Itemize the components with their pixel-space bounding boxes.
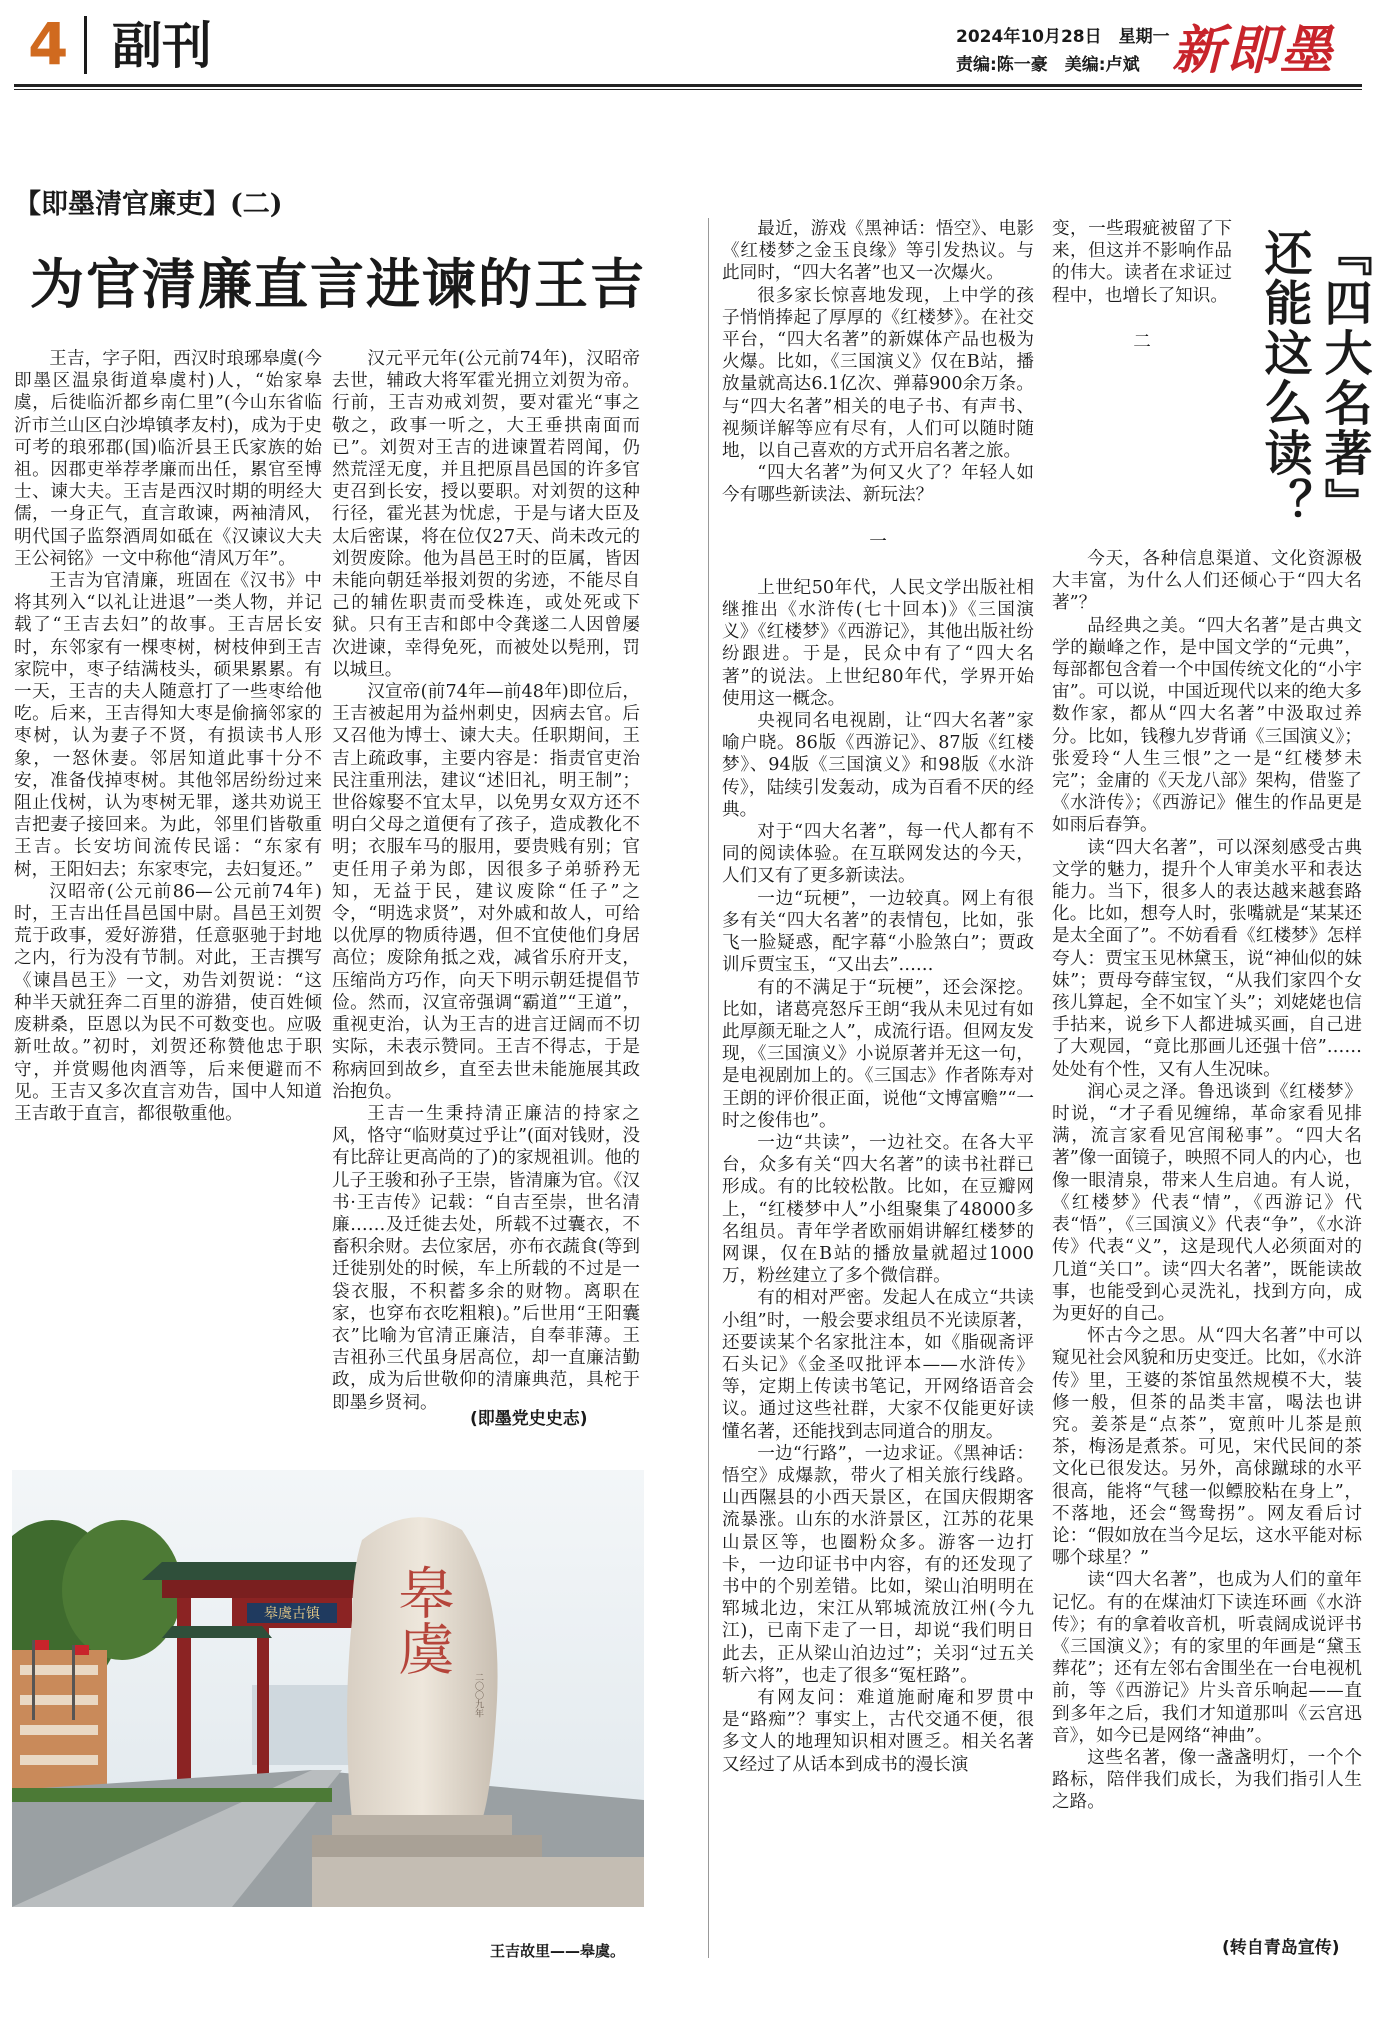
article2-paragraph: 今天，各种信息渠道、文化资源极大丰富，为什么人们还倾心于“四大名著”？ bbox=[1052, 549, 1362, 614]
article2-column-2 bbox=[1052, 548, 1362, 1963]
page-number: 4 bbox=[28, 10, 69, 78]
article2-source: (转自青岛宣传) bbox=[1222, 1938, 1340, 1958]
article2-paragraph: 有网友问：难道施耐庵和罗贯中是“路痴”？事实上，古代交通不便，很多文人的地理知识相对匮乏。相关名著又经过了从话本到成书的漫长演 bbox=[722, 1688, 1034, 1775]
stone-inscription: 皋虞 bbox=[389, 1564, 455, 1676]
article2-paragraph: 一边“行路”，一边求证。《黑神话：悟空》成爆款，带火了相关旅行线路。山西隰县的小西天景区，在国庆假期客流暴涨。山东的水浒景区，江苏的花果山景区等，也圈粉众多。游客一边打卡，一边印证书中内容，有的还发现了书中的个别差错。比如，梁山泊明明在郓城北边，宋江从郓城流放江州(今九江)，已南下走了一日，却说“我们明日此去，正从梁山泊边过”；关羽“过五关斩六将”，也走了很多“冤枉路”。 bbox=[722, 1443, 1034, 1686]
article2-column-1 bbox=[722, 218, 1034, 1963]
article2-paragraph: 有的相对严密。发起人在成立“共读小组”时，一般会要求组员不光读原著，还要读某个名家批注本，如《脂砚斋评石头记》《金圣叹批评本——水浒传》等，定期上传读书笔记，开网络语音会议。通过这些社群，大家不仅能更好读懂名著，还能找到志同道合的朋友。 bbox=[722, 1288, 1034, 1442]
header-rule-thin bbox=[14, 89, 1362, 90]
article1-column-1 bbox=[14, 348, 322, 1433]
article1-paragraph: 汉昭帝(公元前86—公元前74年)时，王吉出任昌邑国中尉。昌邑王刘贺荒于政事，爱好游猎，任意驱驰于封地之内，行为没有节制。对此，王吉撰写《谏昌邑王》一文，劝告刘贺说：“这种半天就狂奔二百里的游猎，使百姓倾废耕桑，臣恩以为民不可数变也。应吸新吐故。”初时，刘贺还称赞他忠于职守，并赏赐他肉酒等，后来便避而不见。王吉又多次直言劝告，国中人知道王吉敢于直言，都很敬重他。 bbox=[14, 881, 322, 1124]
article2-continuation: 变，一些瑕疵被留了下来，但这并不影响作品的伟大。读者在求证过程中，也增长了知识。 bbox=[1052, 219, 1232, 306]
article1-paragraph: 王吉，字子阳，西汉时琅琊皋虞(今即墨区温泉街道皋虞村)人，“始家皋虞，后徙临沂都乡南仁里”(今山东省临沂市兰山区白沙埠镇孝友村)，成为于史可考的琅邪郡(国)临沂县王氏家族的始祖。因郡吏举荐孝廉而出任，累官至博士、谏大夫。王吉是西汉时期的明经大儒，一身正气，直言敢谏，两袖清风，明代国子监祭酒周如砥在《汉谏议大夫王公祠铭》一文中称他“清风万年”。 bbox=[14, 349, 322, 569]
article2-paragraph: 最近，游戏《黑神话：悟空》、电影《红楼梦之金玉良缘》等引发热议。与此同时，“四大名著”也又一次爆火。 bbox=[722, 219, 1034, 284]
photo-caption: 王吉故里——皋虞。 bbox=[490, 1942, 626, 1960]
article2-paragraph: 很多家长惊喜地发现，上中学的孩子悄悄捧起了厚厚的《红楼梦》。在社交平台，“四大名著”的新媒体产品也极为火爆。比如，《三国演义》仅在B站，播放量就高达6.1亿次、弹幕900余万条。与“四大名著”相关的电子书、有声书、视频详解等应有尽有，人们可以随时随地，以自己喜欢的方式开启名著之旅。 bbox=[722, 285, 1034, 462]
article2-paragraph: 一边“共读”，一边社交。在各大平台，众多有关“四大名著”的读书社群已形成。有的比较松散。比如，在豆瓣网上，“红楼梦中人”小组聚集了48000多名组员。青年学者欧丽娟讲解红楼梦的网课，仅在B站的播放量就超过1000万，粉丝建立了多个微信群。 bbox=[722, 1132, 1034, 1287]
gaoyu-photo bbox=[12, 1470, 644, 1907]
article2-paragraph: 对于“四大名著”，每一代人都有不同的阅读体验。在互联网发达的今天，人们又有了更多新读法。 bbox=[722, 822, 1034, 887]
article2-paragraph: 这些名著，像一盏盏明灯，一个个路标，陪伴我们成长，为我们指引人生之路。 bbox=[1052, 1747, 1362, 1813]
column-divider bbox=[708, 218, 709, 1958]
article1-source: (即墨党史史志) bbox=[470, 1409, 588, 1429]
article1-paragraph: 王吉为官清廉，班固在《汉书》中将其列入“以礼让进退”一类人物，并记载了“王吉去妇”的故事。王吉居长安时，东邻家有一棵枣树，树枝伸到王吉家院中，枣子结满枝头，硕果累累。有一天，王吉的夫人随意打了一些枣给他吃。后来，王吉得知大枣是偷摘邻家的枣树，认为妻子不贤，有损读书人形象，一怒休妻。邻居知道此事十分不安，准备伐掉枣树。其他邻居纷纷过来阻止伐树，认为枣树无罪，遂共劝说王吉把妻子接回来。为此，邻里们皆敬重王吉。长安坊间流传民谣：“东家有树，王阳妇去；东家枣完，去妇复还。” bbox=[14, 571, 322, 880]
article1-paragraph: 汉宣帝(前74年—前48年)即位后，王吉被起用为益州刺史，因病去官。后又召他为博士、谏大夫。任职期间，王吉上疏政事，主要内容是：指责官吏治民注重刑法，建议“述旧礼，明王制”；世俗嫁娶不宜太早，以免男女双方还不明白父母之道便有了孩子，造成教化不明；衣服车马的服用，要贵贱有别；官吏任用子弟为郎，因很多子弟骄矜无知，无益于民，建议废除“任子”之令，“明选求贤”，对外戚和故人，可给以优厚的物质待遇，但不宜使他们身居高位；废除角抵之戏，减省乐府开支，压缩尚方巧作，向天下明示朝廷提倡节俭。然而，汉宣帝强调“霸道”“王道”，重视吏治，认为王吉的进言迂阔而不切实际，未表示赞同。王吉不得志，于是称病回到故乡，直至去世未能施展其政治抱负。 bbox=[332, 682, 640, 1102]
article2-paragraph: 央视同名电视剧，让“四大名著”家喻户晓。86版《西游记》、87版《红楼梦》、94版《三国演义》和98版《水浒传》，陆续引发轰动，成为百看不厌的经典。 bbox=[722, 711, 1034, 820]
gaoyu-gate-illustration bbox=[12, 1470, 644, 1907]
article2-paragraph: 怀古今之思。从“四大名著”中可以窥见社会风貌和历史变迁。比如，《水浒传》里，王婆的茶馆虽然规模不大，装修一般，但茶的品类丰富，喝法也讲究。姜茶是“点茶”，宽煎叶儿茶是煎茶，梅汤是煮茶。可见，宋代民间的茶文化已很发达。另外，高俅蹴球的水平很高，能将“气毬一似鳔胶粘在身上”，不落地，还会“鸳鸯拐”。网友看后讨论：“假如放在当今足坛，这水平能对标哪个球星？” bbox=[1052, 1326, 1362, 1569]
header-rule bbox=[14, 84, 1362, 87]
newspaper-logo: 新即墨 bbox=[1172, 20, 1335, 81]
article2-paragraph: 品经典之美。“四大名著”是古典文学的巅峰之作，是中国文学的“元典”，每部都包含着一个中国传统文化的“小宇宙”。可以说，中国近现代以来的绝大多数作家，都从“四大名著”中汲取过养分。比如，钱穆九岁背诵《三国演义》；张爱玲“人生三恨”之一是“红楼梦未完”；金庸的《天龙八部》架构，借鉴了《水浒传》；《西游记》催生的作品更是如雨后春笋。 bbox=[1052, 615, 1362, 836]
article2-paragraph: 读“四大名著”，可以深刻感受古典文学的魅力，提升个人审美水平和表达能力。当下，很多人的表达越来越套路化。比如，想夸人时，张嘴就是“某某还是太全面了”。不妨看看《红楼梦》怎样夸人：贾宝玉见林黛玉，说“神仙似的妹妹”；贾母夸薛宝钗，“从我们家四个女孩儿算起，全不如宝丫头”；刘姥姥也信手拈来，说乡下人都进城买画，自己进了大观园，“竟比那画儿还强十倍”……处处有个性，又有人生况味。 bbox=[1052, 837, 1362, 1080]
stone-small-inscription: 二〇〇九年 bbox=[473, 1672, 483, 1718]
article2-paragraph: 上世纪50年代，人民文学出版社相继推出《水浒传(七十回本)》《三国演义》《红楼梦》《西游记》，其他出版社纷纷跟进。于是，民众中有了“四大名著”的说法。上世纪80年代，学界开始使用这一概念。 bbox=[722, 577, 1034, 709]
article1-column-2 bbox=[332, 348, 640, 1433]
article1-paragraph: 王吉一生秉持清正廉洁的持家之风，恪守“临财莫过乎让”(面对钱财，没有比辞让更高尚的了)的家规祖训。他的儿子王骏和孙子王崇，皆清廉为官。《汉书·王吉传》记载：“自吉至崇，世名清廉……及迁徙去处，所载不过囊衣，不畜积余财。去位家居，亦布衣蔬食(等到迁徙别处的时候，车上所载的不过是一袋衣服，不积蓄多余的财物。离职在家，也穿布衣吃粗粮)。”后世用“王阳囊衣”比喻为官清正廉洁，自奉菲薄。王吉祖孙三代虽身居高位，却一直廉洁勤政，成为后世敬仰的清廉典范，具柁于即墨乡贤祠。 bbox=[332, 1103, 640, 1413]
section-marker: 一 bbox=[869, 531, 887, 552]
article2-paragraph: 读“四大名著”，也成为人们的童年记忆。有的在煤油灯下读连环画《水浒传》；有的拿着收音机，听袁阔成说评书《三国演义》；有的家里的年画是“黛玉葬花”；还有左邻右舍围坐在一台电视机前，等《西游记》片头音乐响起——直到多年之后，我们才知道那叫《云宫迅音》，如今已是网络“神曲”。 bbox=[1052, 1570, 1362, 1746]
article1-headline: 为官清廉直言进谏的王吉 bbox=[30, 253, 646, 316]
article2-paragraph: 一边“玩梗”，一边较真。网上有很多有关“四大名著”的表情包，比如，张飞一脸疑惑，配字幕“小脸煞白”；贾政训斥贾宝玉，“又出去”…… bbox=[722, 888, 1034, 976]
date-line: 2024年10月28日 星期一 bbox=[956, 27, 1170, 47]
section-marker: 二 bbox=[1133, 331, 1151, 352]
article2-paragraph: 有的不满足于“玩梗”，还会深挖。比如，诸葛亮怒斥王朗“我从未见过有如此厚颜无耻之人”，成流行语。但网友发现，《三国演义》小说原著并无这一句，是电视剧加上的。《三国志》作者陈寿对王朗的评价很正面，说他“文博富赡”“一时之俊伟也”。 bbox=[722, 977, 1034, 1131]
article2-paragraph: 润心灵之泽。鲁迅谈到《红楼梦》时说，“才子看见缠绵，革命家看见排满，流言家看见宫闱秘事”。“四大名著”像一面镜子，映照不同人的内心，也像一眼清泉，带来人生启迪。有人说，《红楼梦》代表“情”，《西游记》代表“悟”，《三国演义》代表“争”，《水浒传》代表“义”，这是现代人必须面对的几道“关口”。读“四大名著”，既能读故事，也能受到心灵洗礼，找到方向，成为更好的自己。 bbox=[1052, 1081, 1362, 1324]
series-label: 【即墨清官廉吏】(二) bbox=[14, 189, 283, 220]
article1-paragraph: 汉元平元年(公元前74年)，汉昭帝去世，辅政大将军霍光拥立刘贺为帝。行前，王吉劝戒刘贺，要对霍光“事之敬之，政事一听之，大王垂拱南面而已”。刘贺对王吉的进谏置若罔闻，仍然荒淫无度，并且把原昌邑国的许多官吏召到长安，授以要职。对刘贺的这种行径，霍光甚为忧虑，于是与诸大臣及太后密谋，将在位仅27天、尚未改元的刘贺废除。他为昌邑王时的臣属，皆因未能向朝廷举报刘贺的劣迹，不能尽自己的辅佐职责而受株连，或处死或下狱。只有王吉和郎中令龚遂二人因曾屡次进谏，幸得免死，而被处以髡刑，罚以城旦。 bbox=[332, 349, 640, 680]
header-divider bbox=[84, 16, 87, 74]
article2-paragraph: “四大名著”为何又火了？年轻人如今有哪些新读法、新玩法？ bbox=[722, 463, 1034, 506]
article2-title-box bbox=[1254, 228, 1372, 558]
section-title: 副刊 bbox=[112, 17, 212, 75]
article2-title: 『四大名著』还能这么读？ bbox=[1256, 228, 1372, 528]
editors-line: 责编:陈一豪 美编:卢斌 bbox=[956, 55, 1140, 75]
article2-column-2-top bbox=[1052, 218, 1232, 548]
arch-plaque-text: 皋虞古镇 bbox=[264, 1606, 320, 1622]
